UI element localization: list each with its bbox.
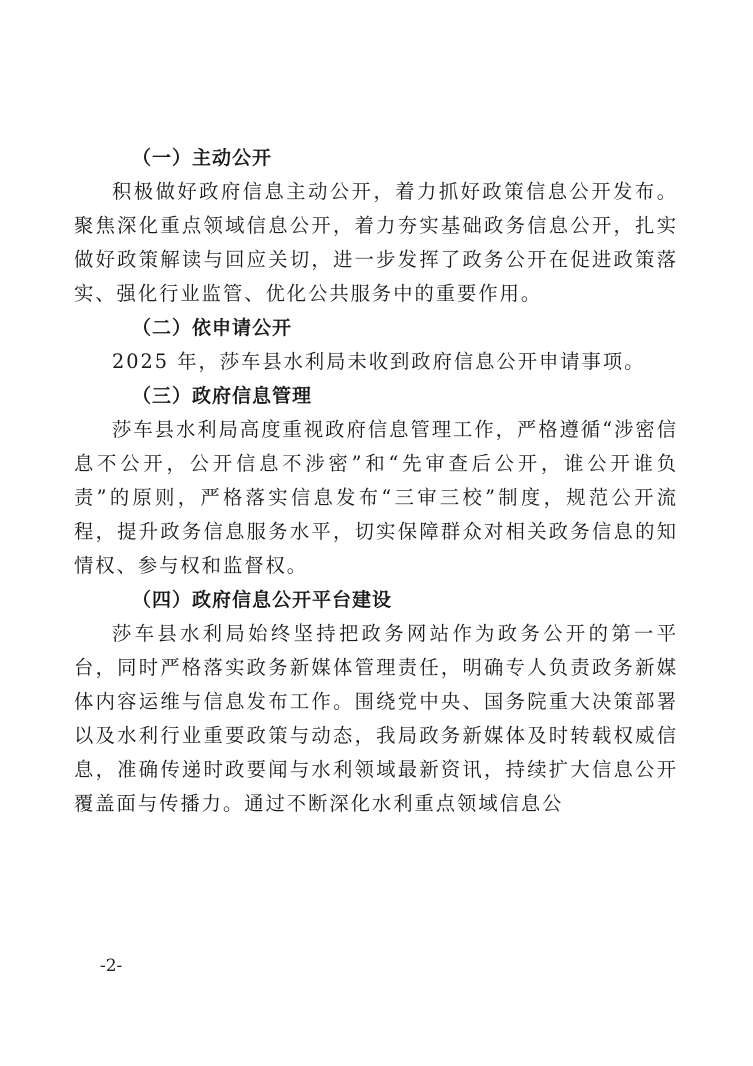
section-paragraph-platform-construction: 莎车县水利局始终坚持把政务网站作为政务公开的第一平台，同时严格落实政务新媒体管理责任，明确专人负责政务新媒体内容运维与信息发布工作。围绕党中央、国务院重大决策部署以及水利行业重要政策与动态，我局政务新媒体及时转载权威信息，准确传递时政要闻与水利领域最新资讯，持续扩大信息公开覆盖面与传播力。通过不断深化水利重点领域信息公 [74, 622, 678, 815]
section-heading-proactive-disclosure: （一）主动公开 [132, 147, 273, 169]
page-number: -2- [100, 956, 123, 976]
section-heading-platform-construction: （四）政府信息公开平台建设 [132, 589, 393, 611]
section-paragraph-information-management: 莎车县水利局高度重视政府信息管理工作，严格遵循“涉密信息不公开，公开信息不涉密”和“先审查后公开，谁公开谁负责”的原则，严格落实信息发布“三审三校”制度，规范公开流程，提升政务信息服务水平，切实保障群众对相关政务信息的知情权、参与权和监督权。 [74, 418, 678, 577]
section-paragraph-disclosure-on-request: 2025 年，莎车县水利局未收到政府信息公开申请事项。 [112, 350, 646, 373]
section-heading-information-management: （三）政府信息管理 [132, 385, 313, 407]
document-body [74, 141, 678, 821]
section-paragraph-proactive-disclosure: 积极做好政府信息主动公开，着力抓好政策信息公开发布。聚焦深化重点领域信息公开，着力夯实基础政务信息公开，扎实做好政策解读与回应关切，进一步发挥了政务公开在促进政策落实、强化行业监管、优化公共服务中的重要作用。 [74, 180, 678, 305]
section-heading-disclosure-on-request: （二）依申请公开 [132, 317, 293, 339]
